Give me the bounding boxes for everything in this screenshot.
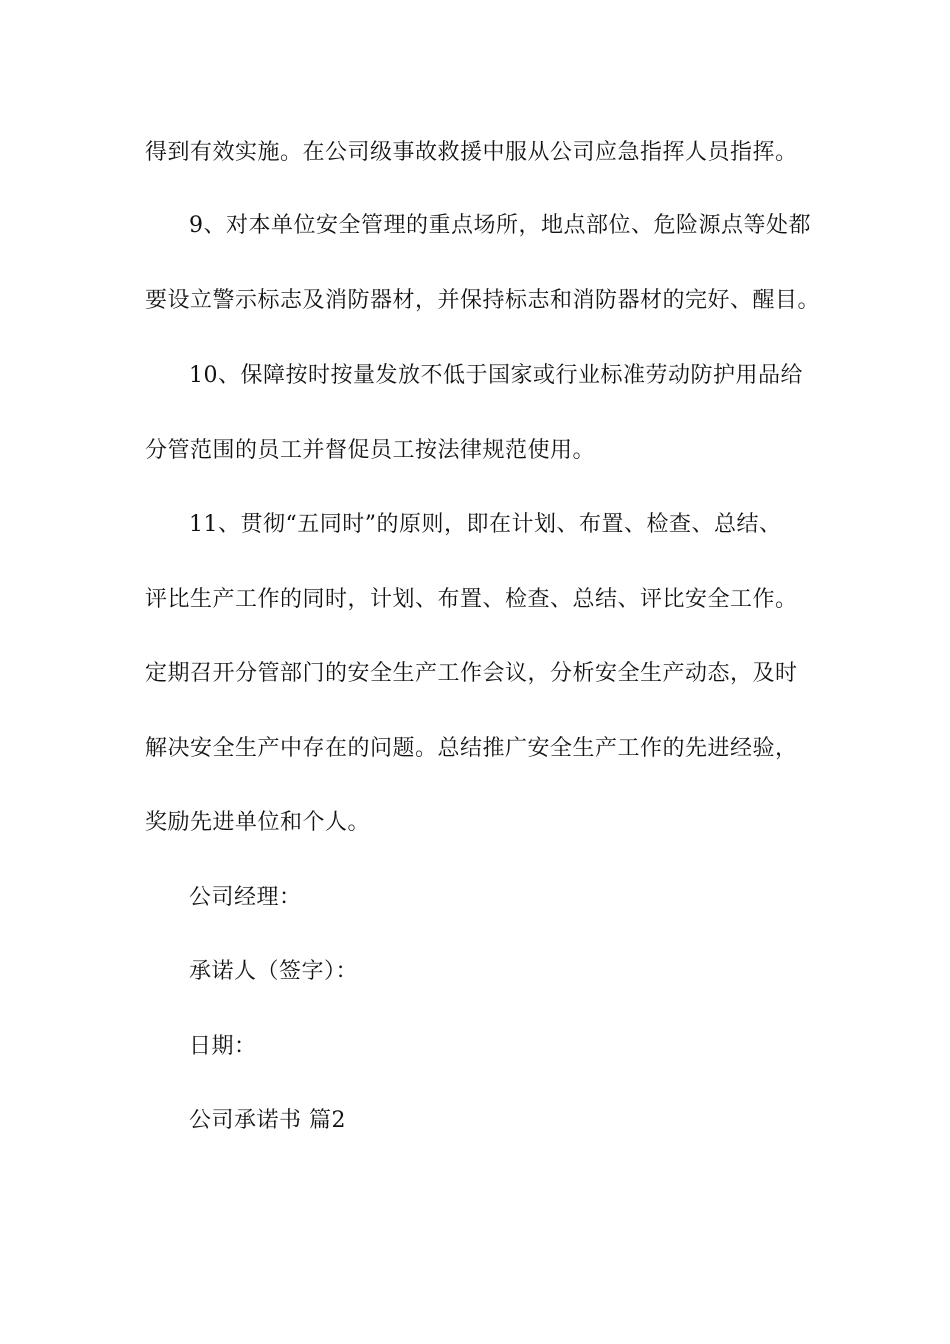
paragraph-line: 11、贯彻“五同时”的原则，即在计划、布置、检查、总结、 — [189, 512, 782, 537]
paragraph-line: 得到有效实施。在公司级事故救援中服从公司应急指挥人员指挥。 — [145, 140, 798, 165]
paragraph-line: 分管范围的员工并督促员工按法律规范使用。 — [145, 438, 596, 463]
paragraph-line: 奖励先进单位和个人。 — [145, 810, 371, 835]
paragraph-line: 10、保障按时按量发放不低于国家或行业标准劳动防护用品给 — [189, 363, 803, 388]
paragraph-line: 评比生产工作的同时，计划、布置、检查、总结、评比安全工作。 — [145, 587, 798, 612]
paragraph-line: 9、对本单位安全管理的重点场所，地点部位、危险源点等处都 — [189, 213, 811, 238]
date-label: 日期： — [189, 1034, 257, 1059]
paragraph-line: 要设立警示标志及消防器材，并保持标志和消防器材的完好、醒目。 — [145, 288, 821, 313]
manager-label: 公司经理： — [189, 885, 302, 910]
section-heading: 公司承诺书 篇2 — [189, 1108, 346, 1133]
paragraph-line: 解决安全生产中存在的问题。总结推广安全生产工作的先进经验， — [145, 736, 798, 761]
signatory-label: 承诺人（签字）： — [189, 959, 359, 984]
paragraph-line: 定期召开分管部门的安全生产工作会议，分析安全生产动态，及时 — [145, 661, 798, 686]
